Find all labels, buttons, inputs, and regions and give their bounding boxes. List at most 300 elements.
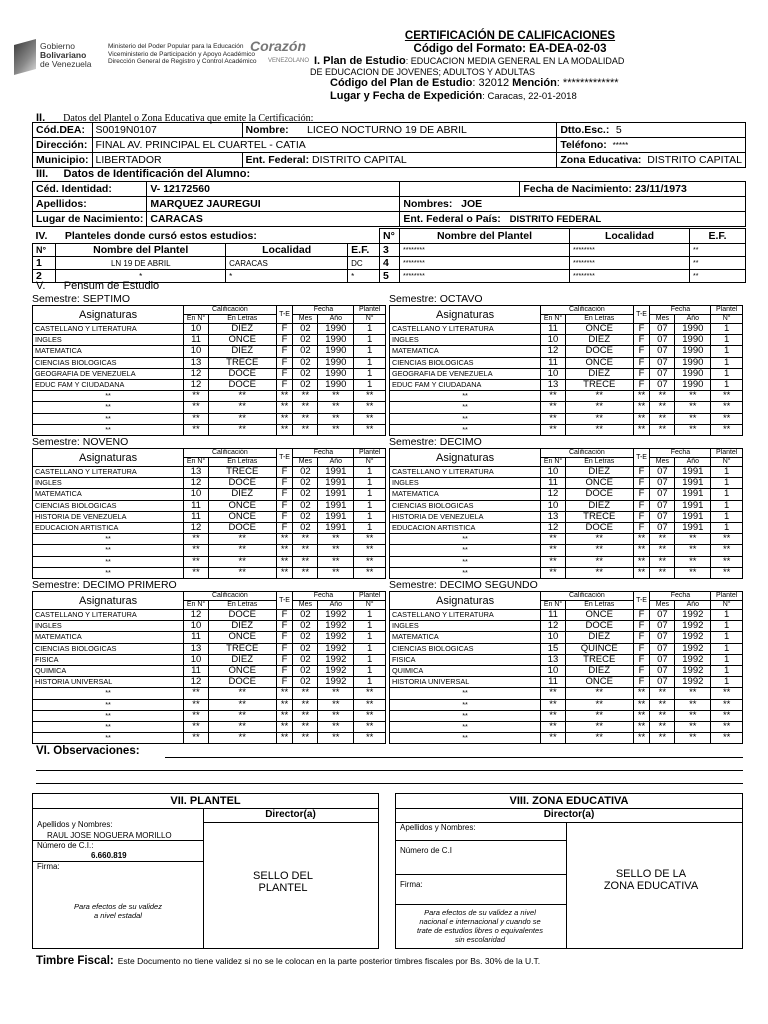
plantel-ef: **	[690, 257, 746, 270]
col-header: T-E	[276, 306, 293, 324]
table-cell: **	[318, 534, 354, 545]
table-row	[33, 610, 386, 621]
table-cell: 11	[184, 632, 209, 643]
table-cell: **	[390, 688, 541, 699]
table-row	[33, 699, 386, 710]
col-header: N°	[354, 458, 386, 467]
col-header: Mes	[293, 315, 318, 324]
table-cell: **	[633, 556, 650, 567]
col-header: E.F.	[348, 244, 380, 257]
table-cell: F	[276, 522, 293, 533]
table-row	[390, 424, 743, 435]
semester-title: Semestre: DECIMO	[389, 436, 482, 448]
validity-note: Para efectos de su validez a nivel nacional e internacional y cuando se trate de estudios libres o equivalentes sin escolaridad	[417, 908, 543, 944]
table-cell: 02	[293, 610, 318, 621]
table-cell: QUINCE	[565, 643, 633, 654]
table-cell: **	[390, 556, 541, 567]
table-row	[390, 413, 743, 424]
dtto-label: Dtto.Esc.:	[557, 123, 613, 138]
table-cell: **	[565, 688, 633, 699]
table-cell: F	[633, 357, 650, 368]
plantel-ef: *	[348, 270, 380, 283]
table-row	[33, 379, 386, 390]
table-row	[33, 556, 386, 567]
table-row	[33, 567, 386, 578]
table-row	[390, 324, 743, 335]
logo-line: Gobierno	[40, 41, 75, 51]
plantel-name: LN 19 DE ABRIL	[56, 257, 226, 270]
dir-label: Dirección:	[33, 138, 93, 153]
ced-label: Céd. Identidad:	[33, 182, 147, 197]
table-cell: 02	[293, 335, 318, 346]
nombre-value: LICEO NOCTURNO 19 DE ABRIL	[304, 123, 557, 138]
table-cell: 02	[293, 368, 318, 379]
table-cell: 1992	[318, 632, 354, 643]
table-cell: **	[293, 402, 318, 413]
zona-label: Zona Educativa:	[560, 154, 642, 166]
ef-cell	[400, 212, 746, 227]
table-cell: 07	[650, 489, 675, 500]
table-cell: ONCE	[208, 335, 276, 346]
table-cell: 1	[711, 368, 743, 379]
table-cell: 1992	[318, 665, 354, 676]
table-cell: F	[633, 368, 650, 379]
table-cell: DIEZ	[565, 665, 633, 676]
table-cell: F	[276, 654, 293, 665]
table-cell: 1992	[318, 677, 354, 688]
table-cell: 10	[184, 621, 209, 632]
table-cell: **	[633, 721, 650, 732]
section-text: Pensum de Estudio	[63, 280, 160, 292]
plan-line	[310, 55, 710, 67]
table-cell: **	[354, 556, 386, 567]
col-header: En N°	[541, 601, 566, 610]
table-cell: DIEZ	[208, 324, 276, 335]
table-row	[33, 346, 386, 357]
col-header: T-E	[276, 449, 293, 467]
table-cell: **	[208, 391, 276, 402]
col-header: Plantel	[354, 592, 386, 601]
table-cell: **	[711, 556, 743, 567]
table-row	[33, 677, 386, 688]
table-cell: **	[208, 556, 276, 567]
table-cell: 12	[541, 489, 566, 500]
table-row	[390, 346, 743, 357]
table-cell: CASTELLANO Y LITERATURA	[390, 324, 541, 335]
fn-cell	[520, 182, 746, 197]
table-cell: **	[711, 710, 743, 721]
col-header: Plantel	[354, 449, 386, 458]
col-header: Asignaturas	[33, 306, 184, 324]
table-cell: 1	[354, 368, 386, 379]
plantel-name: ********	[400, 257, 570, 270]
table-cell: **	[184, 567, 209, 578]
table-cell: DIEZ	[208, 654, 276, 665]
table-cell: **	[208, 567, 276, 578]
table-cell: **	[633, 424, 650, 435]
table-row	[390, 534, 743, 545]
col-header: Nombre del Plantel	[56, 244, 226, 257]
table-row	[33, 621, 386, 632]
table-cell: **	[293, 413, 318, 424]
col-header: Año	[675, 315, 711, 324]
table-cell: DIEZ	[208, 621, 276, 632]
table-cell: 1	[711, 654, 743, 665]
table-cell: INGLES	[33, 621, 184, 632]
table-cell: **	[711, 424, 743, 435]
table-cell: **	[33, 721, 184, 732]
table-cell: 1992	[675, 632, 711, 643]
table-cell: **	[541, 688, 566, 699]
table-cell: **	[318, 413, 354, 424]
logo-line: de Venezuela	[40, 59, 92, 69]
table-cell: **	[318, 545, 354, 556]
table-cell: F	[276, 489, 293, 500]
table-cell: 13	[184, 643, 209, 654]
table-cell: **	[208, 413, 276, 424]
obs-line	[36, 783, 743, 784]
ap-value: RAUL JOSE NOGUERA MORILLO	[47, 831, 172, 840]
table-cell: **	[541, 402, 566, 413]
table-cell: **	[565, 391, 633, 402]
table-row	[33, 324, 386, 335]
table-cell: 1990	[318, 335, 354, 346]
table-cell: 07	[650, 511, 675, 522]
table-cell: **	[650, 567, 675, 578]
table-row	[33, 522, 386, 533]
table-cell: DIEZ	[208, 346, 276, 357]
table-cell: **	[711, 688, 743, 699]
table-cell: ONCE	[565, 478, 633, 489]
table-cell: **	[390, 413, 541, 424]
table-cell: **	[711, 402, 743, 413]
table-cell: **	[711, 699, 743, 710]
table-cell: 12	[184, 368, 209, 379]
table-cell: 1991	[675, 489, 711, 500]
table-cell: **	[33, 424, 184, 435]
table-cell: EDUC FAM Y CIUDADANA	[33, 379, 184, 390]
table-cell: **	[293, 534, 318, 545]
divider	[396, 874, 566, 875]
table-cell: 15	[541, 643, 566, 654]
table-cell: 11	[541, 324, 566, 335]
table-cell: DOCE	[208, 522, 276, 533]
table-cell: 1	[354, 632, 386, 643]
table-cell: **	[208, 721, 276, 732]
table-cell: 1991	[675, 478, 711, 489]
table-cell: **	[354, 733, 386, 744]
place-line	[310, 90, 710, 104]
table-cell: **	[276, 567, 293, 578]
table-cell: CIENCIAS BIOLOGICAS	[33, 643, 184, 654]
semester-title: Semestre: DECIMO SEGUNDO	[389, 579, 538, 591]
table-cell: 1	[711, 522, 743, 533]
obs-line	[36, 770, 743, 771]
table-cell: HISTORIA DE VENEZUELA	[33, 511, 184, 522]
table-cell: **	[650, 402, 675, 413]
table-cell: 07	[650, 677, 675, 688]
table-cell: **	[390, 710, 541, 721]
divider	[203, 809, 204, 948]
table-row	[33, 335, 386, 346]
table-cell: **	[565, 710, 633, 721]
table-cell: **	[565, 413, 633, 424]
table-cell: CIENCIAS BIOLOGICAS	[33, 500, 184, 511]
table-row	[390, 610, 743, 621]
col-header: Año	[318, 458, 354, 467]
table-cell: 1	[354, 677, 386, 688]
blank-cell	[400, 182, 520, 197]
plantel-loc: CARACAS	[226, 257, 348, 270]
table-cell: **	[711, 391, 743, 402]
zona-value: DISTRITO CAPITAL	[647, 154, 742, 166]
col-header: Localidad	[226, 244, 348, 257]
table-cell: F	[633, 677, 650, 688]
table-row	[33, 643, 386, 654]
table-cell: DIEZ	[565, 335, 633, 346]
ced-value: V- 12172560	[147, 182, 400, 197]
table-cell: **	[650, 699, 675, 710]
table-row	[390, 500, 743, 511]
table-cell: F	[276, 346, 293, 357]
table-cell: HISTORIA DE VENEZUELA	[390, 511, 541, 522]
col-header: Año	[318, 601, 354, 610]
table-cell: **	[675, 424, 711, 435]
plantel-num: 3	[380, 244, 400, 257]
table-cell: 1	[711, 610, 743, 621]
table-cell: **	[354, 710, 386, 721]
table-cell: 10	[541, 335, 566, 346]
table-cell: 07	[650, 467, 675, 478]
table-cell: 07	[650, 346, 675, 357]
fn-label: Fecha de Nacimiento:	[523, 183, 632, 195]
table-cell: 1990	[675, 368, 711, 379]
col-header: Calificación	[541, 592, 633, 601]
nom-label: Nombres:	[403, 198, 453, 210]
table-cell: 11	[184, 500, 209, 511]
plantel-table	[32, 122, 746, 168]
dir-value: FINAL AV. PRINCIPAL EL CUARTEL - CATIA	[92, 138, 557, 153]
table-cell: 1992	[675, 654, 711, 665]
table-cell: 07	[650, 500, 675, 511]
table-cell: 1990	[675, 335, 711, 346]
semester-table	[389, 591, 743, 744]
table-cell: **	[650, 545, 675, 556]
table-cell: 12	[184, 478, 209, 489]
place-value: : Caracas, 22-01-2018	[482, 90, 577, 102]
table-cell: 1	[354, 357, 386, 368]
table-cell: ONCE	[208, 511, 276, 522]
table-row	[390, 357, 743, 368]
col-header: Fecha	[650, 306, 711, 315]
table-row	[390, 677, 743, 688]
table-cell: 1	[354, 654, 386, 665]
table-cell: F	[276, 368, 293, 379]
table-cell: **	[675, 721, 711, 732]
table-cell: **	[293, 391, 318, 402]
table-cell: F	[633, 346, 650, 357]
table-cell: **	[565, 534, 633, 545]
table-cell: TRECE	[565, 379, 633, 390]
table-cell: 02	[293, 467, 318, 478]
table-cell: **	[208, 710, 276, 721]
section-4-title	[33, 229, 380, 244]
plantel-signature-box	[32, 793, 379, 949]
table-row	[390, 522, 743, 533]
table-cell: 1991	[318, 489, 354, 500]
table-cell: 1990	[675, 379, 711, 390]
table-cell: **	[390, 391, 541, 402]
table-cell: 1990	[675, 357, 711, 368]
col-header: Año	[318, 315, 354, 324]
col-header: T-E	[633, 306, 650, 324]
col-header: Asignaturas	[33, 592, 184, 610]
col-header: Fecha	[293, 306, 354, 315]
table-cell: DOCE	[565, 522, 633, 533]
table-cell: F	[276, 500, 293, 511]
table-cell: **	[565, 721, 633, 732]
corazon-sub: VENEZOLANO	[268, 58, 310, 64]
logo-line: Bolivariano	[40, 50, 87, 60]
col-header: Localidad	[570, 229, 690, 244]
table-row	[33, 665, 386, 676]
col-header: En Letras	[565, 315, 633, 324]
table-cell: F	[276, 335, 293, 346]
table-cell: ONCE	[565, 610, 633, 621]
table-cell: 1	[354, 489, 386, 500]
table-cell: TRECE	[208, 643, 276, 654]
table-cell: ONCE	[208, 665, 276, 676]
table-cell: **	[276, 534, 293, 545]
table-cell: **	[276, 424, 293, 435]
col-header: N°	[33, 244, 56, 257]
table-cell: 1991	[675, 522, 711, 533]
table-row	[390, 511, 743, 522]
table-row	[390, 368, 743, 379]
col-header: Calificación	[184, 449, 276, 458]
table-cell: 10	[541, 500, 566, 511]
section-text: Datos del Plantel o Zona Educativa que emite la Certificación:	[63, 113, 314, 124]
director-label: Director(a)	[203, 809, 378, 823]
section-3-title	[36, 168, 250, 180]
table-cell: **	[390, 733, 541, 744]
table-cell: DOCE	[565, 346, 633, 357]
table-cell: 1992	[318, 654, 354, 665]
table-cell: F	[633, 500, 650, 511]
semester-block	[32, 579, 386, 744]
table-cell: GEOGRAFIA DE VENEZUELA	[33, 368, 184, 379]
table-cell: 07	[650, 632, 675, 643]
table-cell: 13	[541, 654, 566, 665]
table-cell: 07	[650, 610, 675, 621]
table-cell: 12	[541, 621, 566, 632]
table-cell: F	[633, 467, 650, 478]
table-row	[33, 511, 386, 522]
table-cell: 07	[650, 643, 675, 654]
table-cell: 1990	[675, 324, 711, 335]
table-row	[390, 721, 743, 732]
table-cell: **	[33, 413, 184, 424]
table-cell: **	[33, 733, 184, 744]
semester-table	[32, 305, 386, 436]
table-cell: **	[276, 688, 293, 699]
table-cell: DOCE	[208, 379, 276, 390]
doc-title: CERTIFICACIÓN DE CALIFICACIONES	[404, 30, 616, 42]
table-cell: F	[276, 677, 293, 688]
table-cell: F	[276, 643, 293, 654]
section-number: II.	[36, 112, 46, 124]
table-cell: **	[293, 688, 318, 699]
table-cell: **	[541, 556, 566, 567]
table-cell: 1	[354, 610, 386, 621]
col-header: E.F.	[690, 229, 746, 244]
table-cell: 13	[184, 357, 209, 368]
col-header: Calificación	[541, 449, 633, 458]
table-row	[390, 391, 743, 402]
semester-table	[389, 448, 743, 579]
col-header: Plantel	[354, 306, 386, 315]
col-header: Mes	[650, 315, 675, 324]
table-cell: **	[675, 567, 711, 578]
table-cell: **	[208, 424, 276, 435]
table-row	[390, 699, 743, 710]
table-cell: ONCE	[565, 677, 633, 688]
table-cell: INGLES	[390, 335, 541, 346]
table-cell: MATEMATICA	[390, 346, 541, 357]
table-cell: 1990	[318, 357, 354, 368]
table-cell: **	[633, 699, 650, 710]
table-cell: 1	[711, 489, 743, 500]
table-cell: **	[541, 413, 566, 424]
table-cell: CIENCIAS BIOLOGICAS	[390, 357, 541, 368]
flag-icon	[14, 39, 36, 75]
table-cell: 1	[711, 665, 743, 676]
ci-label: Número de C.I.:	[37, 841, 94, 850]
table-cell: 1	[711, 511, 743, 522]
table-row	[33, 424, 386, 435]
table-cell: 1	[711, 467, 743, 478]
ent-value: DISTRITO CAPITAL	[312, 154, 407, 166]
plantel-num: 5	[380, 270, 400, 283]
table-cell: 10	[184, 346, 209, 357]
table-cell: 07	[650, 335, 675, 346]
divider	[396, 840, 566, 841]
place-label: Lugar y Fecha de Expedición	[330, 89, 483, 102]
table-cell: **	[675, 413, 711, 424]
table-cell: **	[675, 545, 711, 556]
table-cell: 10	[541, 665, 566, 676]
box-title: VIII. ZONA EDUCATIVA	[396, 794, 742, 809]
table-cell: **	[354, 424, 386, 435]
table-cell: F	[276, 467, 293, 478]
table-cell: F	[276, 665, 293, 676]
table-cell: **	[650, 424, 675, 435]
table-cell: **	[293, 733, 318, 744]
ent-cell	[242, 153, 557, 168]
table-row	[390, 335, 743, 346]
table-cell: **	[633, 413, 650, 424]
semester-title: Semestre: SEPTIMO	[32, 293, 131, 305]
col-header: Mes	[650, 601, 675, 610]
table-row	[390, 654, 743, 665]
table-cell: **	[565, 545, 633, 556]
table-cell: 12	[184, 522, 209, 533]
table-cell: 02	[293, 357, 318, 368]
table-cell: 10	[184, 324, 209, 335]
col-header: Asignaturas	[390, 449, 541, 467]
sello-label: SELLO DE LA ZONA EDUCATIVA	[603, 868, 699, 892]
table-cell: **	[541, 721, 566, 732]
